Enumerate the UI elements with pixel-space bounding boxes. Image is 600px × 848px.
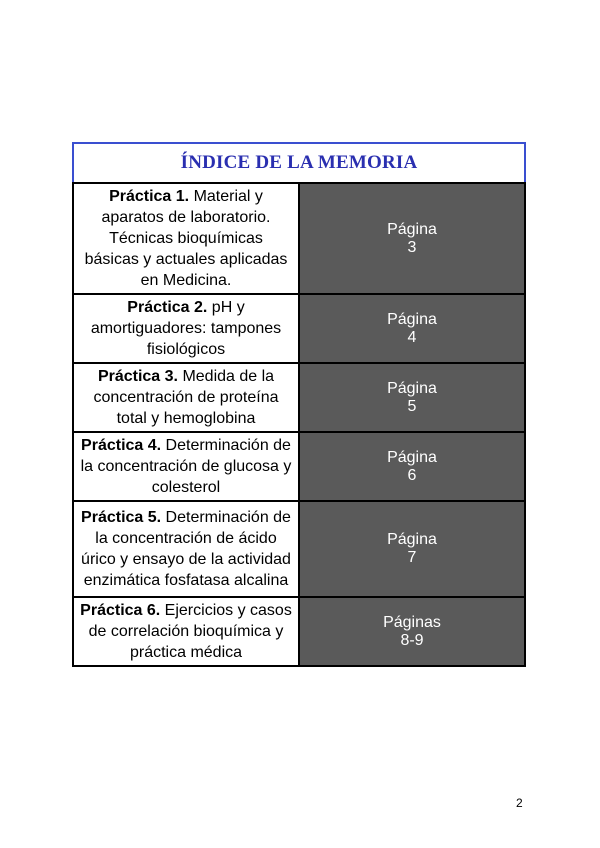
row-page <box>299 501 525 597</box>
page-label: Páginas <box>383 613 441 631</box>
practice-number: Práctica 2. <box>127 299 208 316</box>
practice-title: Material y aparatos de laboratorio. Técnicas bioquímicas básicas y actuales aplicadas en Medicina. <box>84 188 288 289</box>
table-row <box>73 501 525 597</box>
table-row <box>73 294 525 363</box>
practice-title: Medida de la concentración de proteína total y hemoglobina <box>93 368 279 427</box>
page-label: Página <box>387 220 437 238</box>
page-label: Página <box>387 531 437 548</box>
page-value: 7 <box>407 549 417 566</box>
practice-title: pH y amortiguadores: tampones fisiológicos <box>90 299 282 358</box>
practice-title: Determinación de la concentración de ácido úrico y ensayo de la actividad enzimática fosfatasa alcalina <box>81 509 291 589</box>
practice-number: Práctica 5. <box>81 509 162 526</box>
row-description <box>73 597 299 666</box>
row-page <box>299 363 525 432</box>
page-number: 2 <box>516 796 523 810</box>
practice-title: Determinación de la concentración de glucosa y colesterol <box>80 437 292 496</box>
page-label: Página <box>387 379 437 397</box>
row-description <box>73 432 299 501</box>
practice-number: Práctica 4. <box>81 437 162 454</box>
page-value: 6 <box>407 466 417 484</box>
page-value: 3 <box>407 238 417 256</box>
row-page <box>299 183 525 294</box>
table-row <box>73 363 525 432</box>
row-description <box>73 294 299 363</box>
row-description <box>73 183 299 294</box>
page-label: Página <box>387 310 437 328</box>
practice-title: Ejercicios y casos de correlación bioquímica y práctica médica <box>88 602 292 661</box>
row-description <box>73 501 299 597</box>
row-page <box>299 432 525 501</box>
table-row <box>73 432 525 501</box>
page-value: 4 <box>407 328 417 346</box>
index-table <box>72 142 526 667</box>
page-value: 5 <box>407 397 417 415</box>
row-description <box>73 363 299 432</box>
index-title: ÍNDICE DE LA MEMORIA <box>73 143 525 183</box>
practice-number: Práctica 3. <box>97 368 178 385</box>
practice-number: Práctica 1. <box>109 188 190 205</box>
row-page <box>299 597 525 666</box>
page-label: Página <box>387 448 437 466</box>
table-row <box>73 183 525 294</box>
practice-number: Práctica 6. <box>80 602 161 619</box>
page-value: 8-9 <box>400 631 424 649</box>
table-row <box>73 597 525 666</box>
row-page <box>299 294 525 363</box>
